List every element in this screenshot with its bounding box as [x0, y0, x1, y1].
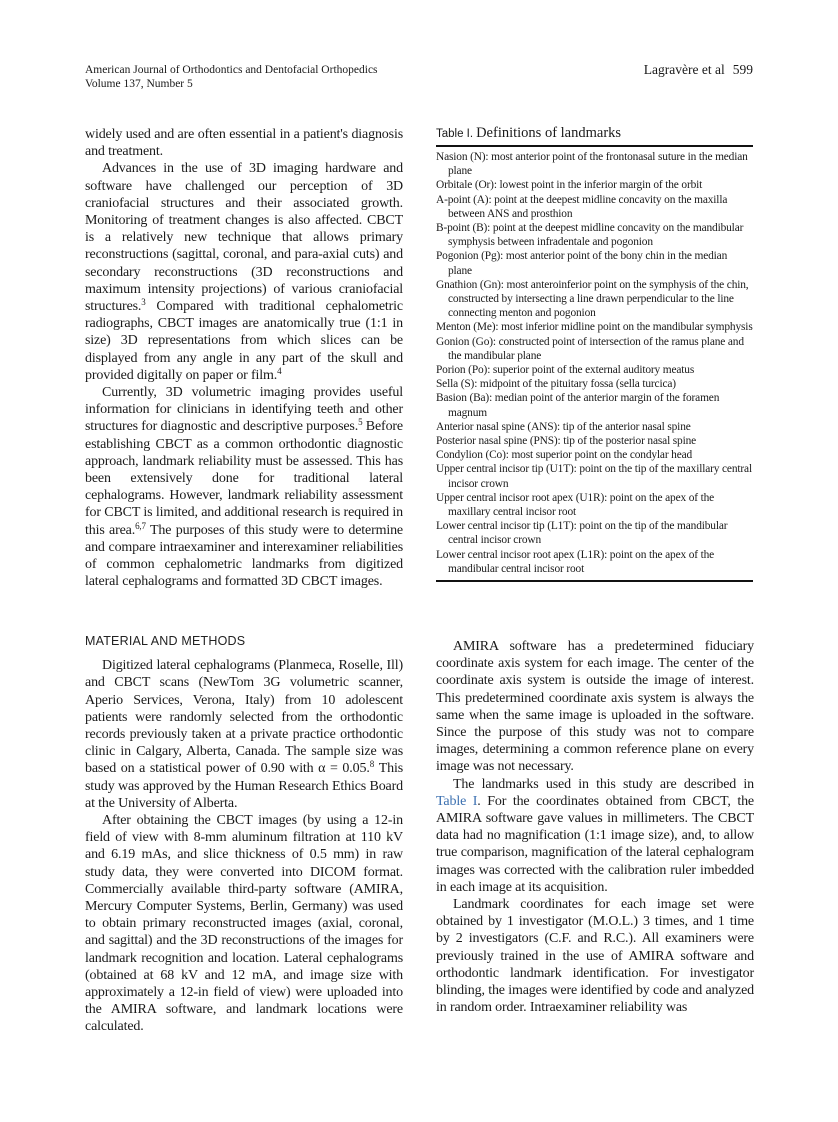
journal-name: American Journal of Orthodontics and Dentofacial Orthopedics: [85, 64, 378, 76]
table-row: Lower central incisor tip (L1T): point on the tip of the mandibular central incisor crown: [436, 520, 728, 547]
section-heading: MATERIAL AND METHODS: [85, 634, 246, 648]
table-row: Lower central incisor root apex (L1R): point on the apex of the mandibular central incisor root: [436, 548, 715, 575]
paragraph-text: This study was approved by the Human Research Ethics Board at the University of Alberta.: [85, 761, 403, 811]
reference[interactable]: 5: [358, 417, 363, 428]
table-title: Definitions of landmarks: [476, 125, 622, 141]
table-row: Upper central incisor root apex (U1R): point on the apex of the maxillary central incisor root: [436, 491, 715, 519]
table-row: Gonion (Go): constructed point of intersection of the ramus plane and the mandibular plane: [436, 335, 744, 362]
table-row: Menton (Me): most inferior midline point on the mandibular symphysis: [436, 321, 753, 334]
table-row: Gnathion (Gn): most anteroinferior point on the symphysis of the chin, constructed by intersecting a line drawn perpendicular to the line connecting menton and pogonion: [436, 278, 749, 320]
table-row: Nasion (N): most anterior point of the frontonasal suture in the median plane: [436, 151, 748, 178]
table-row: Basion (Ba): median point of the anterior margin of the foramen magnum: [436, 392, 720, 419]
reference[interactable]: 8: [369, 759, 375, 770]
right-column-methods: [436, 638, 754, 1016]
left-column-methods: [85, 633, 403, 1036]
table-row: Posterior nasal spine (PNS): tip of the posterior nasal spine: [436, 435, 697, 448]
page-number: 599: [732, 62, 753, 77]
table-body: [436, 150, 753, 582]
landmark-definitions-table: [436, 125, 753, 582]
paragraph: [85, 160, 403, 384]
paragraph-text: Landmark coordinates for each image set were obtained by 1 investigator (M.O.L.) 3 times, and 1 time by 2 investigators (C.F. and R.C.). All examiners were previously trained in the use of AMIRA software and orthodontic landmark identification. For investigator blinding, the images were identified by code and analyzed in random order. Intraexaminer reliability was: [436, 897, 754, 1016]
paragraph-text: Before establishing CBCT as a common orthodontic diagnostic approach, landmark reliability must be assessed. This has been extensively done for traditional lateral cephalograms. However, landmark reliability assessment for CBCT is limited, and additional research is required in this area.: [85, 419, 403, 538]
table-row: Condylion (Co): most superior point on the condylar head: [436, 449, 693, 462]
paragraph: [436, 776, 754, 896]
reference[interactable]: 4: [277, 365, 282, 376]
paragraph-text: The landmarks used in this study are described in: [453, 776, 754, 792]
paragraph-text: widely used and are often essential in a patient's diagnosis and treatment.: [85, 127, 403, 160]
table-row: Pogonion (Pg): most anterior point of the bony chin in the median plane: [436, 250, 728, 277]
paragraph-text: After obtaining the CBCT images (by using a 12-in field of view with 8-mm aluminum filtration at 110 kV and 6.19 mAs, and slice thickness of 0.5 mm) in raw study data, they were converted into DICOM format. Commercially available third-party software (AMIRA, Mercury Computer Systems, Berlin, Germany) was used to obtain primary reconstructed images (axial, coronal, and sagittal) and the 3D reconstructions of the images for landmark recognition and location. Lateral cephalograms (obtained at 68 kV and 12 mA, and image size with approximately a 12-in field of view) were uploaded into the AMIRA software, and landmark locations were calculated.: [85, 813, 403, 1035]
paragraph-text: AMIRA software has a predetermined fiduciary coordinate axis system for each image. The center of the coordinate axis system is outside the image of interest. This predetermined coordinate axis system is always the same when the same image is uploaded in the software. Since the purpose of this study was not to compare images, determining a common reference plane on every image was not necessary.: [436, 639, 754, 775]
table-row: Sella (S): midpoint of the pituitary fossa (sella turcica): [436, 378, 676, 391]
paragraph: [85, 384, 403, 590]
paragraph: [85, 126, 403, 160]
paragraph-text: The purposes of this study were to determine and compare intraexaminer and interexaminer reliabilities of common cephalometric landmarks from digitized lateral cephalograms and formatted 3D CBCT images.: [85, 522, 403, 590]
paragraph: [85, 812, 403, 1036]
table-row: B-point (B): point at the deepest midline concavity on the mandibular symphysis between infradentale and pogonion: [436, 222, 744, 249]
table-link[interactable]: Table I: [436, 793, 478, 809]
table-row: Porion (Po): superior point of the external auditory meatus: [436, 364, 695, 377]
table-row: A-point (A): point at the deepest midline concavity on the maxilla between ANS and prosthion: [436, 193, 728, 220]
journal-volume: Volume 137, Number 5: [85, 78, 193, 90]
paragraph: [85, 657, 403, 812]
table-label: Table I.: [436, 128, 474, 140]
authors: Lagravère et al: [643, 62, 725, 77]
reference[interactable]: 6,7: [135, 520, 146, 531]
paragraph-text: Digitized lateral cephalograms (Planmeca, Roselle, Ill) and CBCT scans (NewTom 3G volumetric scanner, Aperio Services, Verona, Italy) from 10 adolescent patients were randomly selected from the orthodontic records previously taken at a private practice orthodontic clinic in Calgary, Alberta, Canada. The sample size was based on a statistical power of 0.90 with α = 0.05.: [85, 658, 403, 777]
table-caption: [436, 125, 753, 147]
running-header-journal: [85, 63, 378, 91]
paragraph-text: Advances in the use of 3D imaging hardware and software have challenged our perception of 3D craniofacial structures and their associated growth. Monitoring of treatment changes is also affected. CBCT is a relatively new technique that allows primary reconstructions (sagittal, coronal, and para-axial cuts) and secondary reconstructions (3D reconstructions and maximum intensity projections) of various craniofacial structures.: [85, 161, 403, 315]
paragraph-text: Compared with traditional cephalometric radiographs, CBCT images are anatomically true (1:1 in size) 3D representations from which slices can be displayed from any angle in any part of the skull and provided digitally on paper or film.: [85, 299, 403, 383]
table-row: Anterior nasal spine (ANS): tip of the anterior nasal spine: [436, 420, 691, 433]
reference[interactable]: 3: [141, 297, 146, 308]
table-row: Upper central incisor tip (U1T): point on the tip of the maxillary central incisor crown: [436, 463, 752, 490]
paragraph-text: . For the coordinates obtained from CBCT, the AMIRA software gave values in millimeters. The CBCT data had no magnification (1:1 image size), and, to allow true comparison, magnification of the lateral cephalogram images was corrected with the calibration ruler imbedded in each image at its acquisition.: [436, 793, 754, 895]
paragraph: [436, 896, 754, 1016]
table-row: Orbitale (Or): lowest point in the inferior margin of the orbit: [436, 179, 703, 192]
left-column-intro: [85, 126, 403, 590]
paragraph-text: Currently, 3D volumetric imaging provides useful information for clinicians in identifying teeth and other structures for diagnostic and descriptive purposes.: [85, 385, 403, 435]
running-header-page: [636, 63, 753, 77]
paragraph: [436, 638, 754, 776]
